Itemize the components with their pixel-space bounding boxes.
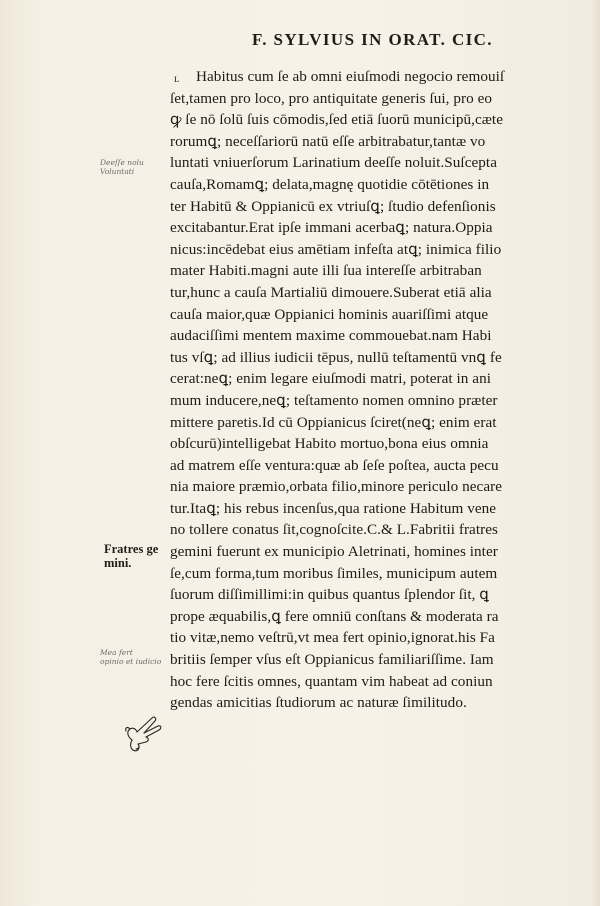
manuscript-note-line: Deeſſe nolu — [100, 158, 144, 167]
text-line: prope æquabilis,ꝗ fere omniū conſtans & moderata ra — [170, 607, 499, 625]
printed-marginal-line: Fratres ge — [104, 542, 159, 556]
text-line: ad matrem eſſe ventura:quæ ab ſeſe poſtea, aucta pecu — [170, 456, 499, 474]
text-line: obſcurū)intelligebat Habito mortuo,bona eius omnia — [170, 435, 489, 453]
text-line: tio vitæ,nemo veſtrū,vt mea fert opinio,ignorat.his Fa — [170, 629, 495, 647]
manuscript-note-line: Voluntati — [100, 167, 135, 176]
text-line: ſuorum diſſimillimi:in quibus quantus ſplendor ſit, ꝗ — [170, 586, 489, 604]
text-line: tus vſꝗ; ad illius iudicii tēpus, nullū teſtamentū vnꝗ fe — [170, 348, 502, 366]
text-line: britiis ſemper vſus eſt Oppianicus familiariſſime. Iam — [170, 651, 494, 669]
text-line: nicus:incēdebat eius amētiam infeſta atꝗ; inimica filio — [170, 240, 502, 258]
text-line: audaciſſimi mentem maxime commouebat.nam Habi — [170, 327, 492, 345]
running-head: F. SYLVIUS IN ORAT. CIC. — [252, 30, 493, 49]
text-line: cauſa maior,quæ Oppianici hominis auariſſimi atque — [170, 305, 489, 323]
main-text-block — [170, 66, 580, 714]
text-line: mum inducere,neꝗ; teſtamento nomen omnino præter — [170, 391, 498, 409]
text-line: mater Habiti.magni aute illi ſua intereſſe arbitraban — [170, 262, 482, 280]
text-line: nia maiore præmio,orbata filio,minore periculo necare — [170, 478, 503, 496]
page-edge-shadow — [590, 0, 600, 906]
manuscript-note-lower — [100, 648, 161, 666]
text-line: gemini fuerunt ex municipio Aletrinati, homines inter — [170, 543, 498, 561]
manuscript-note-line: Mea fert — [100, 648, 133, 657]
text-line: rorumꝗ; neceſſariorū natū eſſe arbitrabatur,tantæ vo — [170, 132, 486, 150]
manuscript-note-line: opinio et iudicio — [100, 657, 162, 666]
text-line: luntati vniuerſorum Larinatium deeſſe noluit.Suſcepta — [170, 154, 497, 172]
printed-marginal-line: mini. — [104, 556, 132, 570]
text-line: ter Habitū & Oppianicū ex vtriuſꝗ; ſtudio defenſionis — [170, 197, 496, 215]
manuscript-note-upper — [100, 158, 144, 176]
text-line: no tollere conatus ſit,cognoſcite.C.& L.Fabritii fratres — [170, 521, 498, 539]
text-line: mittere paretis.Id cū Oppianicus ſciret(neꝗ; enim erat — [170, 413, 497, 431]
text-line: tur,hunc a cauſa Martialiū dimouere.Suberat etiā alia — [170, 283, 492, 301]
printed-marginal-note — [104, 542, 158, 570]
text-line: cauſa,Romamꝗ; delata,magnę quotidie cōtētiones in — [170, 175, 490, 193]
text-line: cerat:neꝗ; enim legare eiuſmodi matri, poterat in ani — [170, 370, 491, 388]
text-line: ſe,cum forma,tum moribus ſimiles, municipum autem — [170, 564, 498, 582]
text-line: tur.Itaꝗ; his rebus incenſus,qua ratione Habitum vene — [170, 499, 497, 517]
text-line: excitabantur.Erat ipſe immani acerbaꝗ; natura.Oppia — [170, 219, 493, 237]
manicule-icon — [118, 710, 168, 756]
text-line: gendas amicitias ſtudiorum ac naturæ ſimilitudo. — [170, 694, 467, 712]
text-line: Habitus cum ſe ab omni eiuſmodi negocio remouiſ — [196, 68, 505, 85]
text-line: ꝙ ſe nō ſolū ſuis cōmodis,ſed etiā ſuorū municipū,cæte — [170, 111, 503, 129]
text-line: ſet,tamen pro loco, pro antiquitate generis ſui, pro eo — [170, 89, 493, 107]
paragraph-mark: ʟ — [174, 71, 180, 85]
text-line: hoc fere ſcitis omnes, quantam vim habeat ad coniun — [170, 672, 493, 690]
